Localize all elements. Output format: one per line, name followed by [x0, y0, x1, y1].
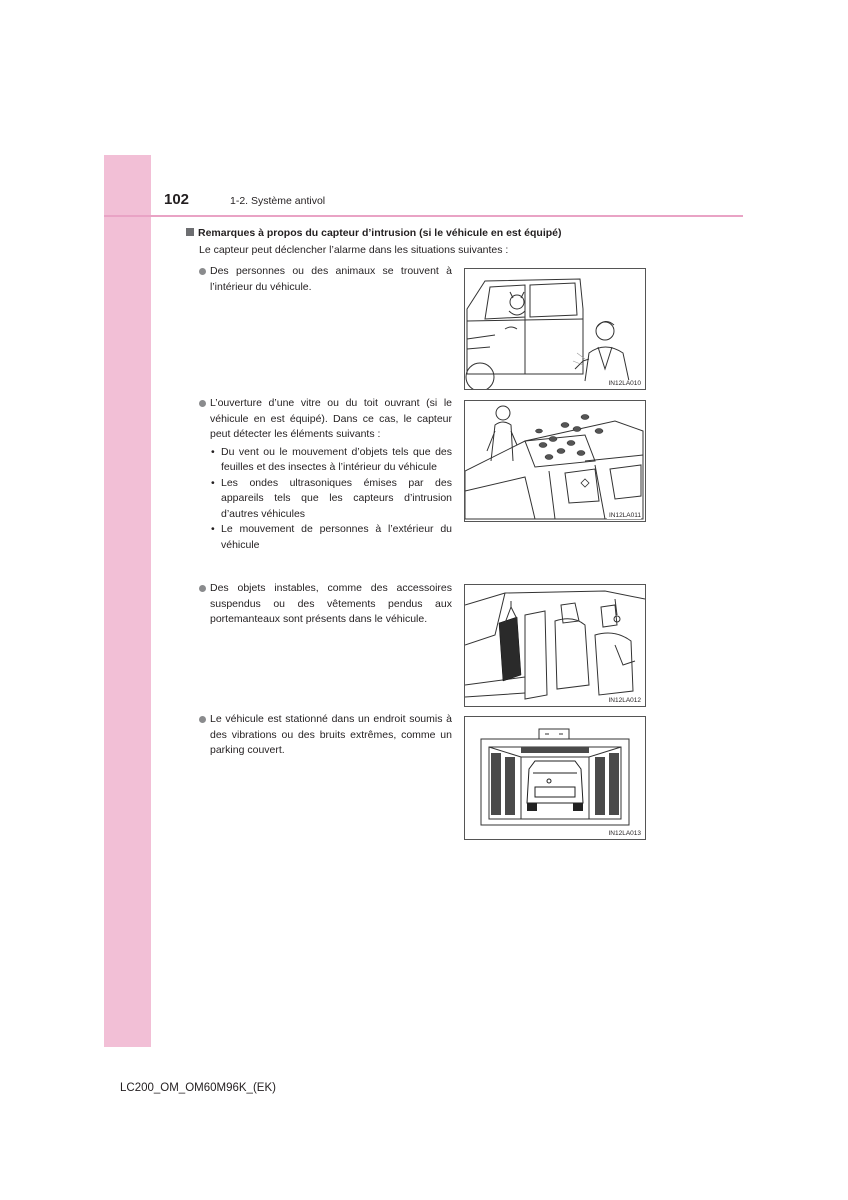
figure-person-in-vehicle	[464, 268, 646, 390]
item-text: Des personnes ou des animaux se trouvent à l’intérieur du véhicule.	[210, 265, 452, 293]
circle-bullet-icon	[199, 400, 206, 407]
list-item	[199, 581, 452, 628]
figure-id: IN12LA012	[608, 697, 641, 704]
list-item	[199, 396, 452, 553]
sub-list-item: • Les ondes ultrasoniques émises par des appareils tels que les capteurs d’intrusion d’autres véhicules	[211, 476, 452, 520]
figure-id: IN12LA011	[608, 512, 641, 519]
side-band	[104, 155, 151, 1047]
figure-car-wash	[464, 716, 646, 840]
figure-id: IN12LA010	[608, 380, 641, 387]
intro-text: Le capteur peut déclencher l’alarme dans les situations suivantes :	[199, 244, 509, 256]
circle-bullet-icon	[199, 268, 206, 275]
figure-hanging-objects	[464, 584, 646, 707]
header-rule	[104, 215, 743, 217]
item-text: Des objets instables, comme des accessoires suspendus ou des vêtements pendus aux portemanteaux sont présents dans le véhicule.	[210, 582, 452, 625]
dot-bullet-icon: •	[211, 476, 215, 489]
circle-bullet-icon	[199, 585, 206, 592]
heading-text: Remarques à propos du capteur d’intrusion (si le véhicule en est équipé)	[198, 227, 562, 239]
hanging-clothes-illustration	[465, 585, 645, 706]
sub-list	[211, 445, 452, 554]
list-item	[199, 264, 452, 295]
sub-list-item: • Du vent ou le mouvement d’objets tels que des feuilles et des insectes à l’intérieur du véhicule	[211, 445, 452, 473]
figure-open-sunroof	[464, 400, 646, 522]
square-bullet-icon	[186, 228, 194, 236]
section-heading	[186, 226, 562, 240]
figure-id: IN12LA013	[608, 830, 641, 837]
list-item	[199, 712, 452, 759]
page-number: 102	[164, 191, 190, 208]
document-code: LC200_OM_OM60M96K_(EK)	[120, 1082, 276, 1094]
car-wash-illustration	[465, 717, 645, 839]
item-text: L’ouverture d’une vitre ou du toit ouvrant (si le véhicule en est équipé). Dans ce cas, le capteur peut détecter les éléments suivants :	[210, 397, 452, 440]
dot-bullet-icon: •	[211, 523, 215, 535]
circle-bullet-icon	[199, 716, 206, 723]
section-title: 1-2. Système antivol	[230, 195, 326, 207]
car-interior-illustration	[465, 269, 645, 389]
item-text: Le véhicule est stationné dans un endroit soumis à des vibrations ou des bruits extrêmes, comme un parking couvert.	[210, 713, 452, 756]
sub-list-item: • Le mouvement de personnes à l’extérieur du véhicule	[211, 523, 452, 551]
dot-bullet-icon: •	[211, 445, 215, 458]
sunroof-illustration	[465, 401, 645, 521]
